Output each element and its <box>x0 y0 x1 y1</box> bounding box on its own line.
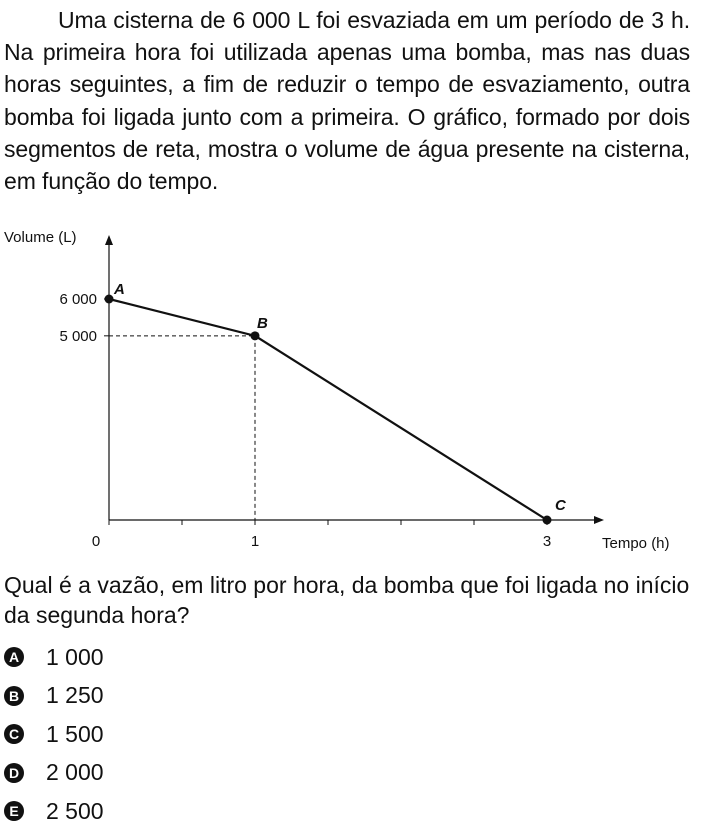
option-b[interactable] <box>4 677 404 716</box>
point-a <box>105 295 114 304</box>
option-e[interactable] <box>4 792 404 831</box>
option-a[interactable] <box>4 638 404 677</box>
y-tick-label: 6 000 <box>59 291 97 308</box>
option-value: 1 250 <box>46 682 104 709</box>
option-letter-badge: B <box>4 686 24 706</box>
y-axis-label: Volume (L) <box>4 229 77 246</box>
volume-time-chart <box>0 228 701 558</box>
point-label-b: B <box>257 314 268 332</box>
x-tick-label: 1 <box>250 533 260 550</box>
point-label-a: A <box>114 281 125 298</box>
answer-options <box>4 638 404 831</box>
option-value: 2 500 <box>46 797 104 824</box>
option-value: 1 500 <box>46 720 104 747</box>
data-line <box>109 299 547 520</box>
option-value: 1 000 <box>46 643 104 670</box>
x-tick-label: 0 <box>91 533 101 550</box>
option-letter-badge: D <box>4 763 24 783</box>
option-c[interactable] <box>4 715 404 754</box>
y-tick-label: 5 000 <box>59 327 97 345</box>
option-value: 2 000 <box>46 759 104 786</box>
option-d[interactable] <box>4 754 404 793</box>
x-axis-arrow <box>594 516 604 524</box>
chart-layer <box>4 229 670 552</box>
x-axis-label: Tempo (h) <box>602 535 670 552</box>
problem-statement: Uma cisterna de 6 000 L foi esvaziada em um período de 3 h. Na primeira hora foi utilizada apenas uma bomba, mas nas duas horas seguintes, a fim de reduzir o tempo de esvaziamento, outra bomba foi ligada junto com a primeira. O gráfico, formado por dois segmentos de reta, mostra o volume de água presente na cisterna, em função do tempo. <box>4 7 690 195</box>
x-tick-label: 3 <box>542 533 552 550</box>
point-b <box>251 331 260 340</box>
point-c <box>543 516 552 525</box>
option-letter-badge: C <box>4 724 24 744</box>
question-text: Qual é a vazão, em litro por hora, da bomba que foi ligada no início da segunda hora? <box>4 572 690 628</box>
option-letter-badge: A <box>4 647 24 667</box>
option-letter-badge: E <box>4 801 24 821</box>
y-axis-arrow <box>105 235 113 245</box>
point-label-c: C <box>555 497 566 514</box>
